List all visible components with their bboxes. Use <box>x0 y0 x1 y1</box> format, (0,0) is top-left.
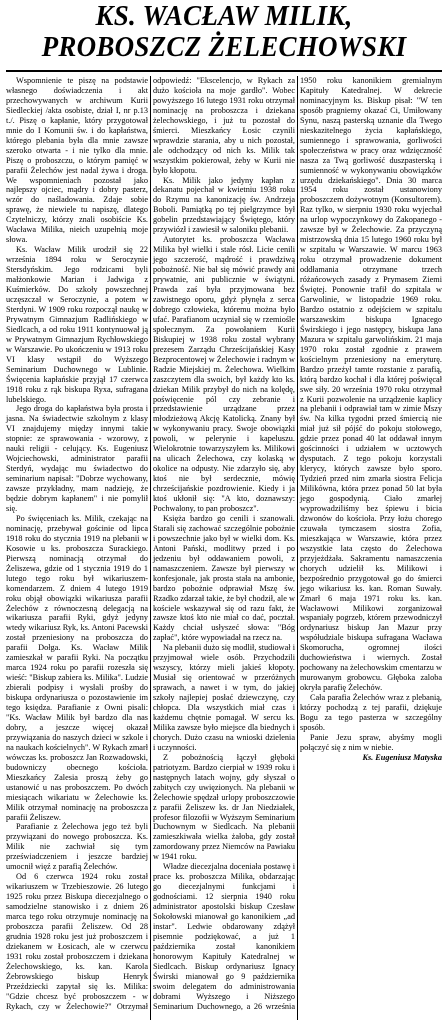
paragraph: Od 6 czerwca 1924 roku został wikariuszem w Trzebieszowie. 26 lutego 1925 roku przez Biskupa diecezjalnego o samodzielne stanowisko i z dniem 26 marca tego roku otrzymuje nominację na proboszcza parafii Żeliszew. Od 28 grudnia 1928 roku jest już proboszczem i dziekanem w Łosicach, ale w czerwcu 1931 roku został proboszczem i dziekana Żelechowskiego, ks. kan. Karola Żebrowskiego biskup Henryk Przeździecki zapytał się ks. Milika: "Gdzie chcesz być proboszczem - w Rykach, czy w Żelechowie?" Otrzymał odpowiedź: "Ekscelencjo, w Rykach za dużo kościoła na moje gardło". Wobec powyższego 16 lutego 1931 roku otrzymał nominację na proboszcza i dziekana żelechowskiego, i już tu pozostał do śmierci. Mieszkańcy Łosic czynili wprawdzie starania, aby u nich pozostał, ale odchodzący od nich ks. Milik tak wszystkim pokierował, żeby w Kurii nie było kłopotu. <box>6 76 295 1011</box>
paragraph: Cała parafia Żelechów wraz z plebanią, którzy pochodzą z tej parafii, dziękuje Bogu za tego pasterza w szczególny sposób. <box>300 693 442 732</box>
paragraph: Po święceniach ks. Milik, czekając na nominację, przebywał gościnie od lipca 1918 roku do stycznia 1919 na plebanii w Kosowie u ks. proboszcza Surackiego. Pierwszą nominacją otrzymał do Żeliszewa, gdzie od 1 stycznia 1919 do 1 lutego tego roku był wikariuszem-komendarzem. Z dniem 4 lutego 1919 roku objął obowiązki wikariusza parafii Żelechów z równoczesną delegacją na wikariusza parafii Ryki, gdyż jedyny wtedy wikariusz Ryk, ks. Antoni Pacewski został przeniesiony na proboszcza do parafii Dołga. Ks. Wacław Milik zamieszkał w parafii Ryki. Na początku marca 1924 roku po parafii rozeszła się wieść: "Biskup zabiera ks. Milika". Ludzie zbierali podpisy i wysłali prośby do biskupa ordynariusza o pozostawienie im tego księdza. Parafianie z Owni pisali: "Ks. Wacław Milik był bardzo dla nas dobry, a jeszcze więcej okazał przywiązania do naszych dzieci w szkole i na naukach kościelnych". W Rykach zmarł wówczas ks. proboszcz Jan Rozwadowski, budowniczy obecnego kościoła. Mieszkańcy Zalesia proszą żeby go ustanowić u nas proboszczem. Po dwóch miesiącach wikariatu w Żelechowie ks. Milik otrzymał nominację na proboszcza parafii Żeliszew. <box>6 513 148 822</box>
paragraph: Władze diecezjalna doceniała postawę i prace ks. proboszcza Milika, obdarzając go diecezjalnymi funkcjami i godnościami. 12 sierpnia 1940 roku administrator apostolski biskup Czesław Sokołowski mianował go kanonikiem „ad instar". Ledwie obdarowany zdążył pisemnie podziękować, a już 1 października został kanonikiem honorowym Kapituły Katedralnej w Siedlcach. Biskup ordynariusz Ignacy Świrski mianował go 9 października swoim delegatem do administrowania dobrami Wyższego i Niższego Seminarium Duchownego, a 26 września 1950 roku kanonikiem gremialnym Kapituły Katedralnej. W dekrecie nominacyjnym ks. Biskup pisał: "W ten sposób pragniemy okazać Ci, Umiłowany Synu, naszą pasterską uznanie dla Twego nieskazitelnego życia kapłańskiego, sumiennego i sprawowania, gorliwości społeczeństwa w pracy oraz wdzięczność nasza za Twą gorliwość duszpasterską i sumienność w wykonywaniu obowiązków urzędu dziekańskiego". Dnia 30 marca 1954 roku został ustanowiony proboszczem dożywotnym (Konsultorem). Raz tylko, w sierpniu 1930 roku wyjechał na urlop wypoczynkowy do Zakopanego - zawsze był w Żelechowie. Za przyczyną mistrzowską dnia 15 lutego 1960 roku był w szpitalu w Warszawie. W marcu 1963 roku otrzymał prowadzenie dokument oddłamania otrzymane trzech różańcowych zasady z Prymasem Ziemi Świętej. Ponownie trafił do szpitala w Garwolinie, w listopadzie 1969 roku. Bardzo ostatnio z odejściem w szpitalu warszawskim biskupa Ignacego Świrskiego i jego następcy, biskupa Jana Mazura w szpitalu garwolińskim. 21 maja 1970 roku został zgodnie z prawem kościelnym przeniesiony na emeryturę. Bardzo przeżył tamte rozstanie z parafią, którą bardzo kochał i dla której poświęcał swe siły. 20 września 1970 roku otrzymał z Kurii pozwolenie na urządzenie kaplicy na plebanii i odprawiał tam w zimie Mszy św. Na kilka tygodni przed śmiercią nie miał już sił pójść do pokoju stołowego, gdzie przez ponad 40 lat oddawał innym gościnności i udziałem w ucztowych dysputach. Z tego pokoju korzystali klerycy, których zawsze było sporo. Tydzień przed nim zmarła siostra Felicja Milikówna, która przez ponad 50 lat była jego gospodynią. Ciało zmarłej wyprowadziliśmy bez śpiewu i bicia dzwonów do kościoła. Przy łożu chorego czuwała tymczasem siostra Zofia, mieszkająca w Warszawie, która przez wszystkie lata często do Żelechowa przyjeżdżała. Sakramentu namaszczenia chorych udzielił ks. Milikowi i bezpośrednio przygotował go do śmierci jego wikariusz ks. kan. Roman Suwały. Zmarł 6 maja 1971 roku ks. kan. Wacławowi Milikowi zorganizował wspaniały pogrzeb, którem przewodniczył ordynariusz biskup Jan Mazur przy współudziale biskupa sufragana Wacława Skomorucha, ogromnej ilości duchowieństwa i wiernych. Został pochowany na żelechowskim cmentarzu w murowanym grobowcu. Głęboka zaloba okryła parafię Żelechów. <box>153 76 442 1011</box>
title-divider <box>6 70 442 72</box>
paragraph: Autorytet ks. proboszcza Wacława Milika był wielki i stale rósł. Licie cenili jego szczerość, mądrość i prawdziwą pobożność. Nie bał się mówić prawdy ani prywatnie, ani publicznie w świątyni. Prawda zaś była przyjmowana bez zawistnego oporu, gdyż płynęła z serca dobrego człowieka, któremu można było ufać. Parafianom uczyniał się w rzemiośle społecznym. Za powołaniem Kurii Biskupiej w 1938 roku został wybrany prezesem Zarządu Chrześcijańskiej Kasy Bezprocentowej w Żelechowie i radnym w Radzie Miejskiej m. Żelechowa. Wielkim zaszczytem dla swoich, był każdy kto ks. dziekan Milik przybył do nich na kolędę, poświęcenie pól czy zebranie i przedstawienie urządzane przez młodzieżową Akcję Katolicką. Znany był w wykonywaniu pracy. Swoje obowiązki powoli, w pelerynie i kapeluszu. Wielokrotnie towarzyszyłem ks. Milikowi na ulicach Żelechowa, czy kolaską w okolice na odpusty. Nie zdarzyło się, aby ktoś nie był serdecznie, mówię chrześcijańskie pozdrowienie. Kiedy i ja ktoś ukłonił się: "A kto, doznawszy: Pochwalony, to pan proboszcz". <box>153 235 295 513</box>
paragraph: Parafianie z Żelechowa jego też byli przywiązani do nowego proboszcza. Ks. Milik nie zachwiał się tym przeświadczeniem i jeszcze bardziej umocnił więź z parafią Żelechów. <box>6 822 148 872</box>
title-line-2: PROBOSZCZ ŻELECHOWSKI <box>41 31 407 63</box>
paragraph: Wspomnienie te piszę na podstawie własnego doświadczenia i akt przechowywanych w archiwum Kurii Siedleckiej /akta osobiste, dział I, nr p.13 t./. Piszę o kapłanie, który przygotował mnie do I Komunii św. i do kapłaństwa, którego plebania była dla mnie zawsze szeroko otwarta - i nie tylko dla mnie. Piszę o proboszczu, o którym pamięć w parafii Żelechów jest nadal żywa i droga. We wspomnieniach pozostał jako najlepszy ojciec, mądry i dobry pasterz, wzór do naśladowania. Zdaje sobie sprawę, że niewiele tu napiszę, dlatego Czytelniczy, którzy znali osobiście Ks. Wacława Milika, nieich uzupełnią moje słowa. <box>6 76 148 245</box>
paragraph: Panie Jezu spraw, abyśmy mogli połączyć się z nim w niebie. <box>300 732 442 752</box>
paragraph: Na plebanii dużo się modlił, studiował i przyjmował wiele osób. Przychodzili wszyscy, którzy mieli jakieś kłopoty. Musiał się orientować w przeróżnych sprawach, a nawet i w tym, do jakiej szkoły najlepiej posłać dziewczynę, czy chłopca. Dla wszystkich miał czas i każdemu chętnie pomagał. W sercu ks. Milika zawsze było miejsce dla biednych i chorych. Dużo czasu na wnioski dzielenia i uczynności. <box>153 643 295 752</box>
article-page <box>6 0 442 1024</box>
paragraph: Jego droga do kapłaństwa była prosta i jasna. Na świadectwie szkolnym z klasy VI znajdujemy między innymi takie stopnie: ze sprawowania - wzorowy, z nauki religii - celujący. Ks. Eugeniusz Wojciechowski, administrator parafii Sterdyń, wydając mu świadectwo do seminarium napisał: "Dobrze wychowany, zawsze przykładny, mam nadzieję, że będzie dobrym kapłanem" i nie pomylił się. <box>6 404 148 513</box>
paragraph: Księża bardzo go cenili i szanowali. Starali się zachować szczególnie pobożnie i powszechnie jako był w wielki dom. Ks. Antoni Pański, modlitwy przed i po jedzeniu był oddawaniem powoli, z namaszczeniem. Zawsze był pierwszy w konfesjonale, jak prosta stała na ambonie, bardzo pobożnie odprawiał Mszę św. Rzadko zdarzał takie, że był chodził, ale w kościele wskazywał się od razu fakt, że zawsze ktoś kto nie miał co dać, pocztał. Każdy chciał usłyszeć słowa: "Bóg zapłać", które wypowiadał na rzecz na. <box>153 513 295 643</box>
article-title <box>21 0 426 63</box>
paragraph: Ks. Wacław Milik urodził się 22 września 1894 roku w Seroczynie Stersdyńskim. Jego rodzicami byli małżonkowie Marian i Jadwiga z Kuśmierków. Do szkoły powszechnej uczęszczał w Seroczynie, a potem w Sterdyni. W 1909 roku rozpoczął naukę w Prywatnym Gimnazjum Radlińskiego w Siedlcach, a od roku 1911 kontynuował ją w Prywatnym Gimnazjum Rychłowskiego w Warszawie. Po ukończeniu w 1913 roku VI klasy wstąpił do Wyższego Seminarium Duchownego w Lublinie. Święcenia kapłańskie przyjął 17 czerwca 1918 roku z rąk biskupa Ryxa, sufragana lubelskiego. <box>6 245 148 404</box>
article-body <box>6 76 442 1020</box>
paragraph: Ks. Milik jako jedyny kapłan z dekanatu pojechał w kwietniu 1938 roku do Rzymu na kanonizację św. Andrzeja Boboli. Pamiątką po tej pielgrzymce był gobelin przedstawiający Świętego, który przywiózł i zawiesił w saloniku plebanii. <box>153 175 295 235</box>
title-line-1: KS. WACŁAW MILIK, <box>95 0 353 32</box>
paragraph: Z pobożnością łączył głęboki patriotyzm. Bardzo cierpiał w 1939 roku i następnych latach wojny, gdy słyszał o zabitych czy uwięzionych. Na plebanii w Żelechowie spędzał urlopy proboszczowie z parafii Żeliszew ks. dr Jan Niedziałek, profesor filozofii w Wyższym Seminarium Duchownym w Siedlcach. Na plebanii zamieszkiwała wielka żałoba, gdy został zamordowany przez Niemców na Pawiaku w 1941 roku. <box>153 752 295 862</box>
author-signature: Ks. Eugeniusz Matyska <box>362 752 442 762</box>
